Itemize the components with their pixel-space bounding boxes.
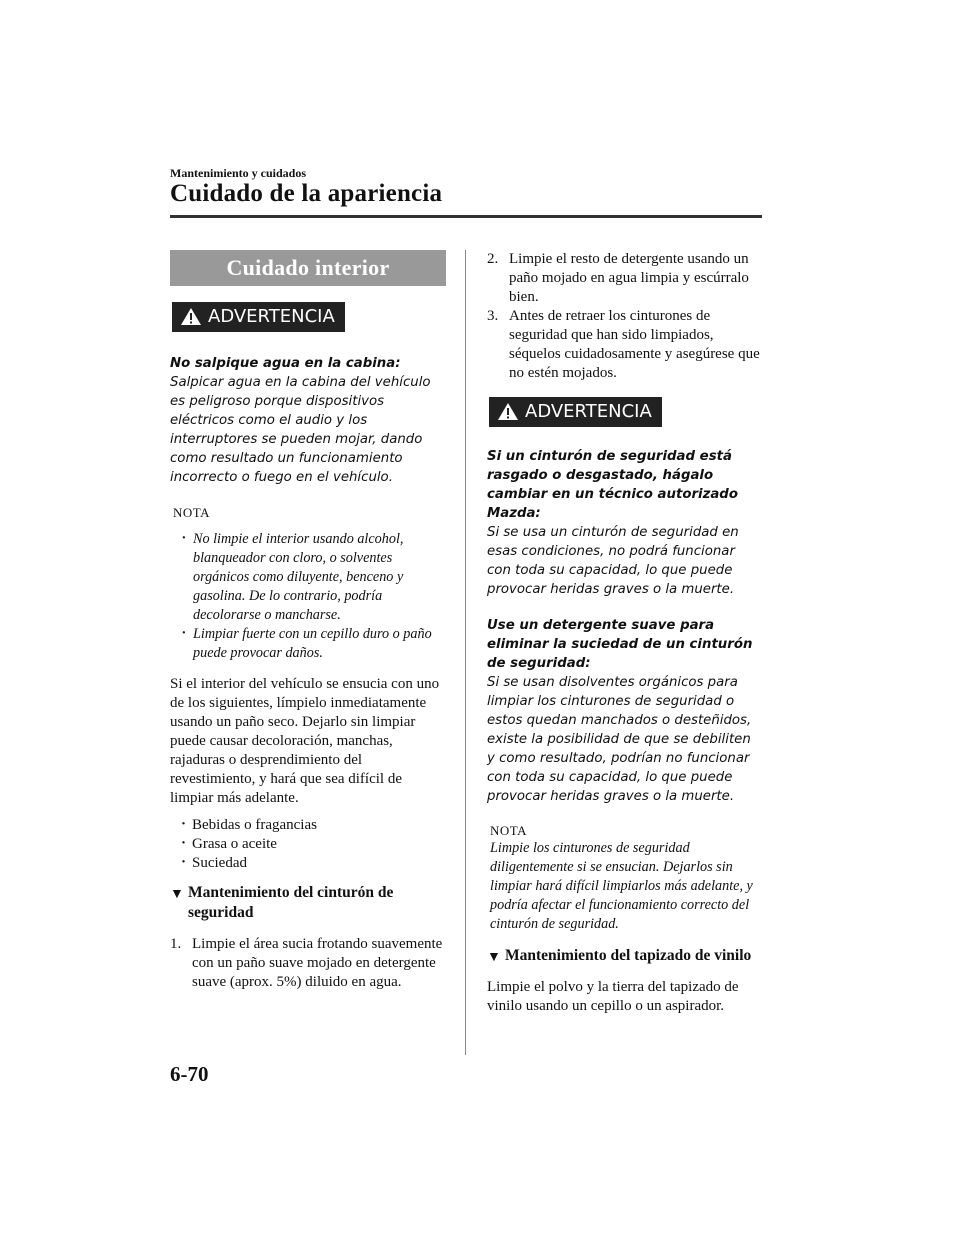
warning-heading: Use un detergente suave para eliminar la suciedad de un cinturón de seguridad: xyxy=(487,618,753,671)
triangle-down-icon: ▼ xyxy=(487,950,501,965)
warning-heading: No salpique agua en la cabina: xyxy=(170,356,401,371)
warning-label: ADVERTENCIA xyxy=(525,401,652,422)
warning-body: Si se usa un cinturón de seguridad en esas condiciones, no podrá funcionar con toda su capacidad, lo que puede provocar heridas graves o la muerte. xyxy=(487,525,739,597)
warning-badge xyxy=(489,397,662,427)
note-item: · No limpie el interior usando alcohol, blanqueador con cloro, o solventes orgánicos como diluyente, benceno y gasolina. De lo contrario, podría decolorarse o mancharse. xyxy=(181,530,446,625)
warning-triangle-icon xyxy=(180,307,202,326)
warning-triangle-icon xyxy=(497,402,519,421)
title-rule xyxy=(170,215,762,218)
right-column xyxy=(487,250,762,1016)
left-column xyxy=(170,250,446,992)
step-3: 3. Antes de retraer los cinturones de seguridad que han sido limpiados, séquelos cuidadosamente y asegúrese que no estén mojados. xyxy=(487,308,760,381)
section-banner: Cuidado interior xyxy=(170,250,446,286)
triangle-down-icon: ▼ xyxy=(170,887,184,902)
note-item: · Limpiar fuerte con un cepillo duro o paño puede provocar daños. xyxy=(181,625,446,663)
warning-heading: Si un cinturón de seguridad está rasgado o desgastado, hágalo cambiar en un técnico autorizado Mazda: xyxy=(487,449,738,521)
step-2: 2. Limpie el resto de detergente usando un paño mojado en agua limpia y escúrralo bien. xyxy=(487,251,749,305)
note-body: Limpie los cinturones de seguridad diligentemente si se ensucian. Dejarlos sin limpiar hará difícil limpiarlos más adelante, y podría afectar el funcionamiento correcto del cinturón de seguridad. xyxy=(490,840,753,932)
warning-body: Si se usan disolventes orgánicos para limpiar los cinturones de seguridad o estos quedan manchados o desteñidos, existe la posibilidad de que se debiliten y como resultado, podrían no funcionar con toda su capacidad, lo que puede provocar heridas graves o la muerte. xyxy=(487,675,752,804)
column-divider xyxy=(465,250,466,1055)
warning-label: ADVERTENCIA xyxy=(208,306,335,327)
list-item: · Grasa o aceite xyxy=(180,835,446,854)
paragraph: Si el interior del vehículo se ensucia con uno de los siguientes, límpielo inmediatamente usando un paño seco. Dejarlo sin limpiar puede causar decoloración, manchas, rajaduras o desprendimiento del revestimiento, y hará que sea difícil de limpiar más adelante. xyxy=(170,676,440,806)
note-label: NOTA xyxy=(490,823,528,838)
step-1: 1. Limpie el área sucia frotando suavemente con un paño suave mojado en detergente suave (aprox. 5%) diluido en agua. xyxy=(170,936,443,990)
warning-body: Salpicar agua en la cabina del vehículo es peligroso porque dispositivos eléctricos como el audio y los interruptores se pueden mojar, dando como resultado un funcionamiento incorrecto o fuego en el vehículo. xyxy=(170,375,431,485)
breadcrumb: Mantenimiento y cuidados xyxy=(170,166,307,180)
note-label: NOTA xyxy=(173,505,211,520)
list-item: · Bebidas o fragancias xyxy=(180,816,446,835)
subheading: ▼ Mantenimiento del cinturón de seguridad xyxy=(170,884,394,921)
subheading: ▼ Mantenimiento del tapizado de vinilo xyxy=(487,946,762,966)
list-item: · Suciedad xyxy=(180,854,446,873)
warning-badge xyxy=(172,302,345,332)
page-title: Cuidado de la apariencia xyxy=(170,180,443,207)
page-number: 6-70 xyxy=(170,1062,209,1086)
paragraph: Limpie el polvo y la tierra del tapizado de vinilo usando un cepillo o un aspirador. xyxy=(487,979,739,1014)
